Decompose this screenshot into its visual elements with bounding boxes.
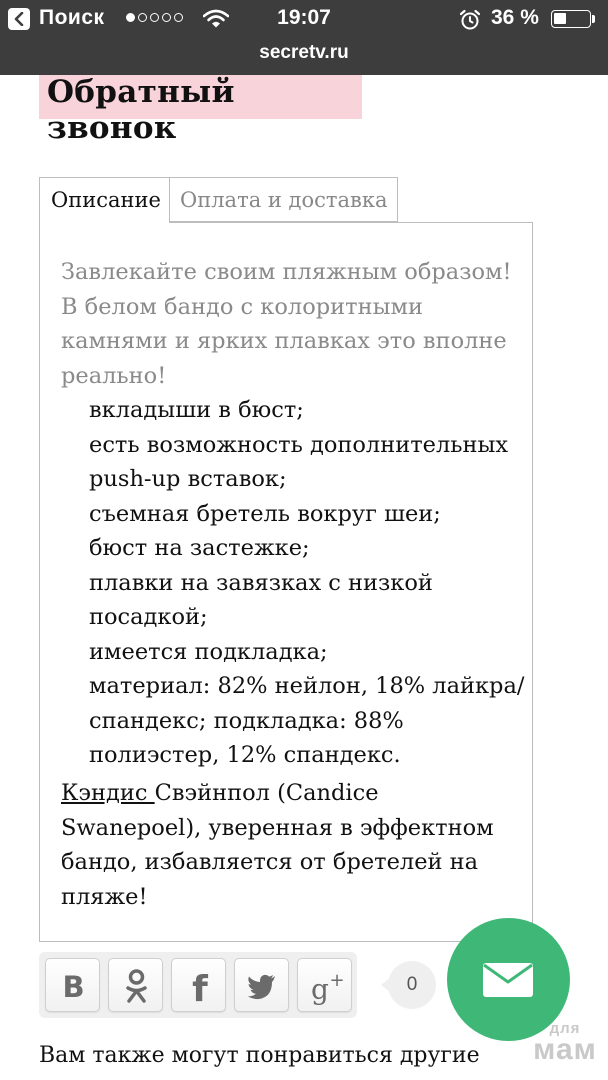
tab-description[interactable]: [39, 177, 170, 223]
list-item: имеется подкладка;: [89, 638, 328, 665]
site-watermark: для мам: [533, 1020, 597, 1066]
address-bar-url[interactable]: secretv.ru: [259, 42, 349, 63]
svg-text:+: +: [329, 970, 345, 991]
description-intro: Завлекайте своим пляжным образом! В белом бандо с колоритными камнями и ярких плавках это вполне реально!: [61, 259, 512, 389]
status-bar: [0, 0, 608, 75]
share-bar: [39, 952, 357, 1018]
svg-text:f: f: [192, 969, 208, 1010]
svg-text:g: g: [311, 973, 329, 1006]
share-facebook-button[interactable]: [171, 958, 226, 1012]
description-panel: [39, 222, 533, 942]
list-item: плавки на завязках с низкой посадкой;: [89, 569, 433, 630]
battery-tip: [592, 15, 595, 23]
tab-payment-delivery[interactable]: [170, 177, 398, 222]
features-list: [89, 393, 529, 773]
battery-icon: [551, 10, 591, 28]
list-item: есть возможность дополнительных push-up вставок;: [89, 431, 509, 492]
svg-text:В: В: [62, 970, 85, 1004]
share-google-plus-button[interactable]: [297, 958, 352, 1012]
share-vk-button[interactable]: [45, 958, 100, 1012]
odnoklassniki-icon: [109, 959, 164, 1013]
share-counter: [388, 961, 436, 1009]
tab-description-label: Описание: [51, 188, 161, 212]
list-item: бюст на застежке;: [89, 535, 310, 561]
caption-name-link[interactable]: Кэндис: [61, 780, 155, 806]
google-plus-icon: [298, 959, 353, 1013]
list-item: материал: 82% нейлон, 18% лайкра/спандекс; подкладка: 88% полиэстер, 12% спандекс.: [89, 673, 525, 768]
related-heading: Вам также могут понравиться другие: [39, 1043, 480, 1068]
callback-button[interactable]: [39, 74, 362, 146]
share-twitter-button[interactable]: [234, 958, 289, 1012]
caption-text: Свэйнпол (Candice Swanepoel), уверенная в эффектном бандо, избавляется от бретелей на пляже!: [61, 780, 494, 910]
back-to-search-link[interactable]: Поиск: [39, 6, 105, 29]
tab-payment-delivery-label: Оплата и доставка: [180, 188, 388, 212]
share-odnoklassniki-button[interactable]: [108, 958, 163, 1012]
twitter-icon: [235, 959, 290, 1013]
facebook-icon: [172, 959, 227, 1013]
vk-icon: [46, 959, 101, 1013]
envelope-icon: [482, 962, 534, 998]
alarm-clock-icon: [459, 9, 481, 31]
battery-percentage: 36 %: [491, 6, 539, 29]
list-item: съемная бретель вокруг шеи;: [89, 500, 441, 527]
callback-label: Обратный звонок: [47, 74, 235, 146]
list-item: вкладыши в бюст;: [89, 397, 304, 423]
clock: 19:07: [277, 6, 331, 29]
share-count: 0: [406, 974, 418, 995]
photo-caption: [61, 776, 521, 914]
